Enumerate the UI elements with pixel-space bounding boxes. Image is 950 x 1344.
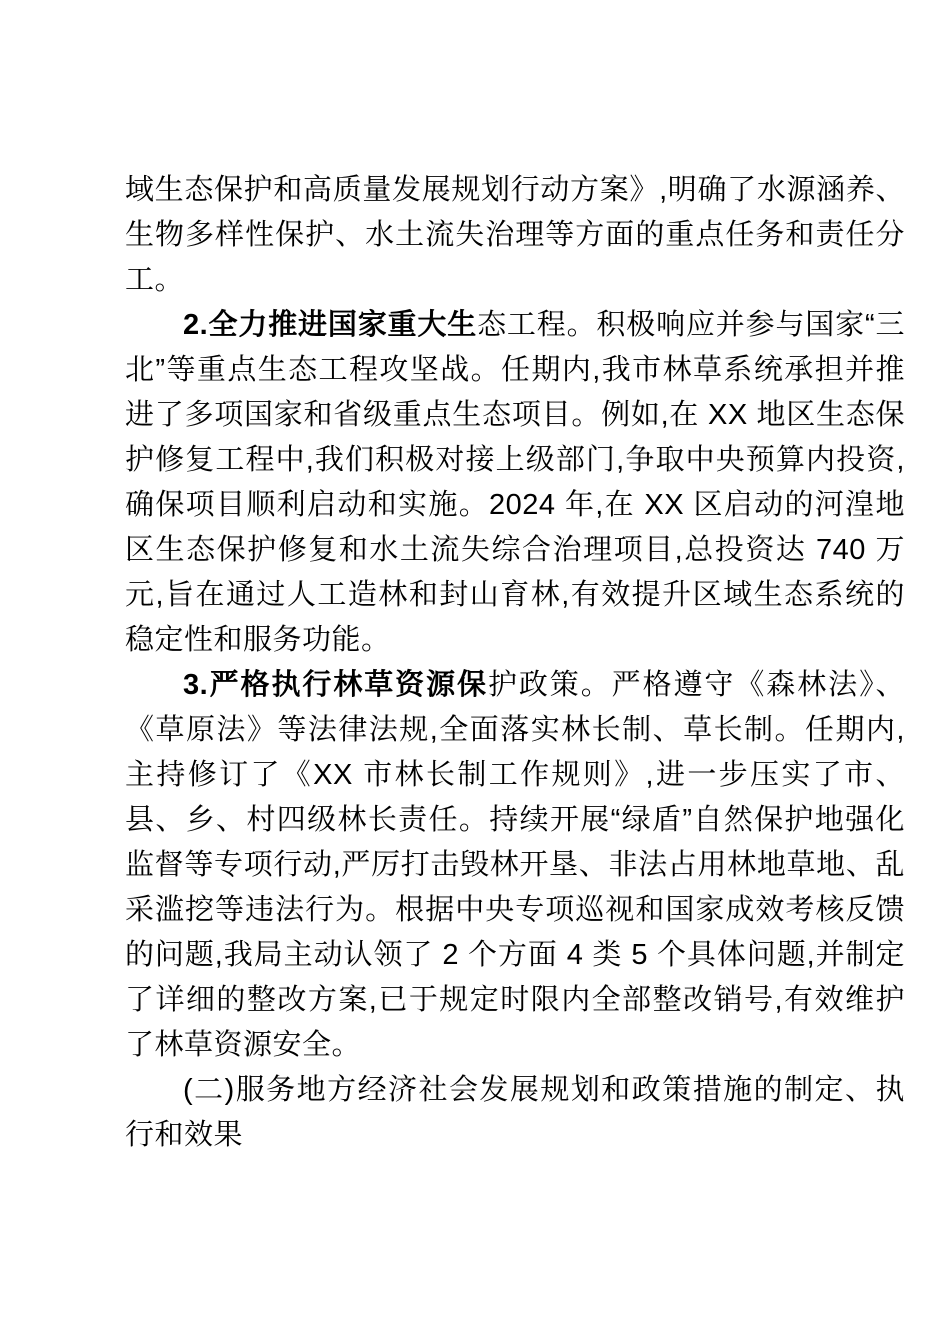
paragraph-item-2 xyxy=(125,303,905,663)
paragraph-text: 态工程。积极响应并参与国家“三北”等重点生态工程攻坚战。任期内,我市林草系统承担并推进了多项国家和省级重点生态项目。例如,在 XX 地区生态保护修复工程中,我们积极对接上级部门,争取中央预算内投资,确保项目顺利启动和实施。2024 年,在 XX 区启动的河湟地区生态保护修复和水土流失综合治理项目,总投资达 740 万元,旨在通过人工造林和封山育林,有效提升区域生态系统的稳定性和服务功能。 xyxy=(125,309,905,656)
paragraph-text: 护政策。严格遵守《森林法》、《草原法》等法律法规,全面落实林长制、草长制。任期内,主持修订了《XX 市林长制工作规则》,进一步压实了市、县、乡、村四级林长责任。持续开展“绿盾”自然保护地强化监督等专项行动,严厉打击毁林开垦、非法占用林地草地、乱采滥挖等违法行为。根据中央专项巡视和国家成效考核反馈的问题,我局主动认领了 2 个方面 4 类 5 个具体问题,并制定了详细的整改方案,已于规定时限内全部整改销号,有效维护了林草资源安全。 xyxy=(125,669,905,1061)
paragraph-lead-bold: 3.严格执行林草资源保 xyxy=(183,669,488,701)
section-heading-text: (二)服务地方经济社会发展规划和政策措施的制定、执行和效果 xyxy=(125,1074,905,1151)
paragraph-text: 域生态保护和高质量发展规划行动方案》,明确了水源涵养、生物多样性保护、水土流失治理等方面的重点任务和责任分工。 xyxy=(125,174,905,296)
paragraph-lead-bold: 2.全力推进国家重大生 xyxy=(183,309,478,341)
paragraph-continuation xyxy=(125,168,905,303)
paragraph-item-3 xyxy=(125,663,905,1068)
document-body xyxy=(125,168,905,1158)
section-heading xyxy=(125,1068,905,1158)
